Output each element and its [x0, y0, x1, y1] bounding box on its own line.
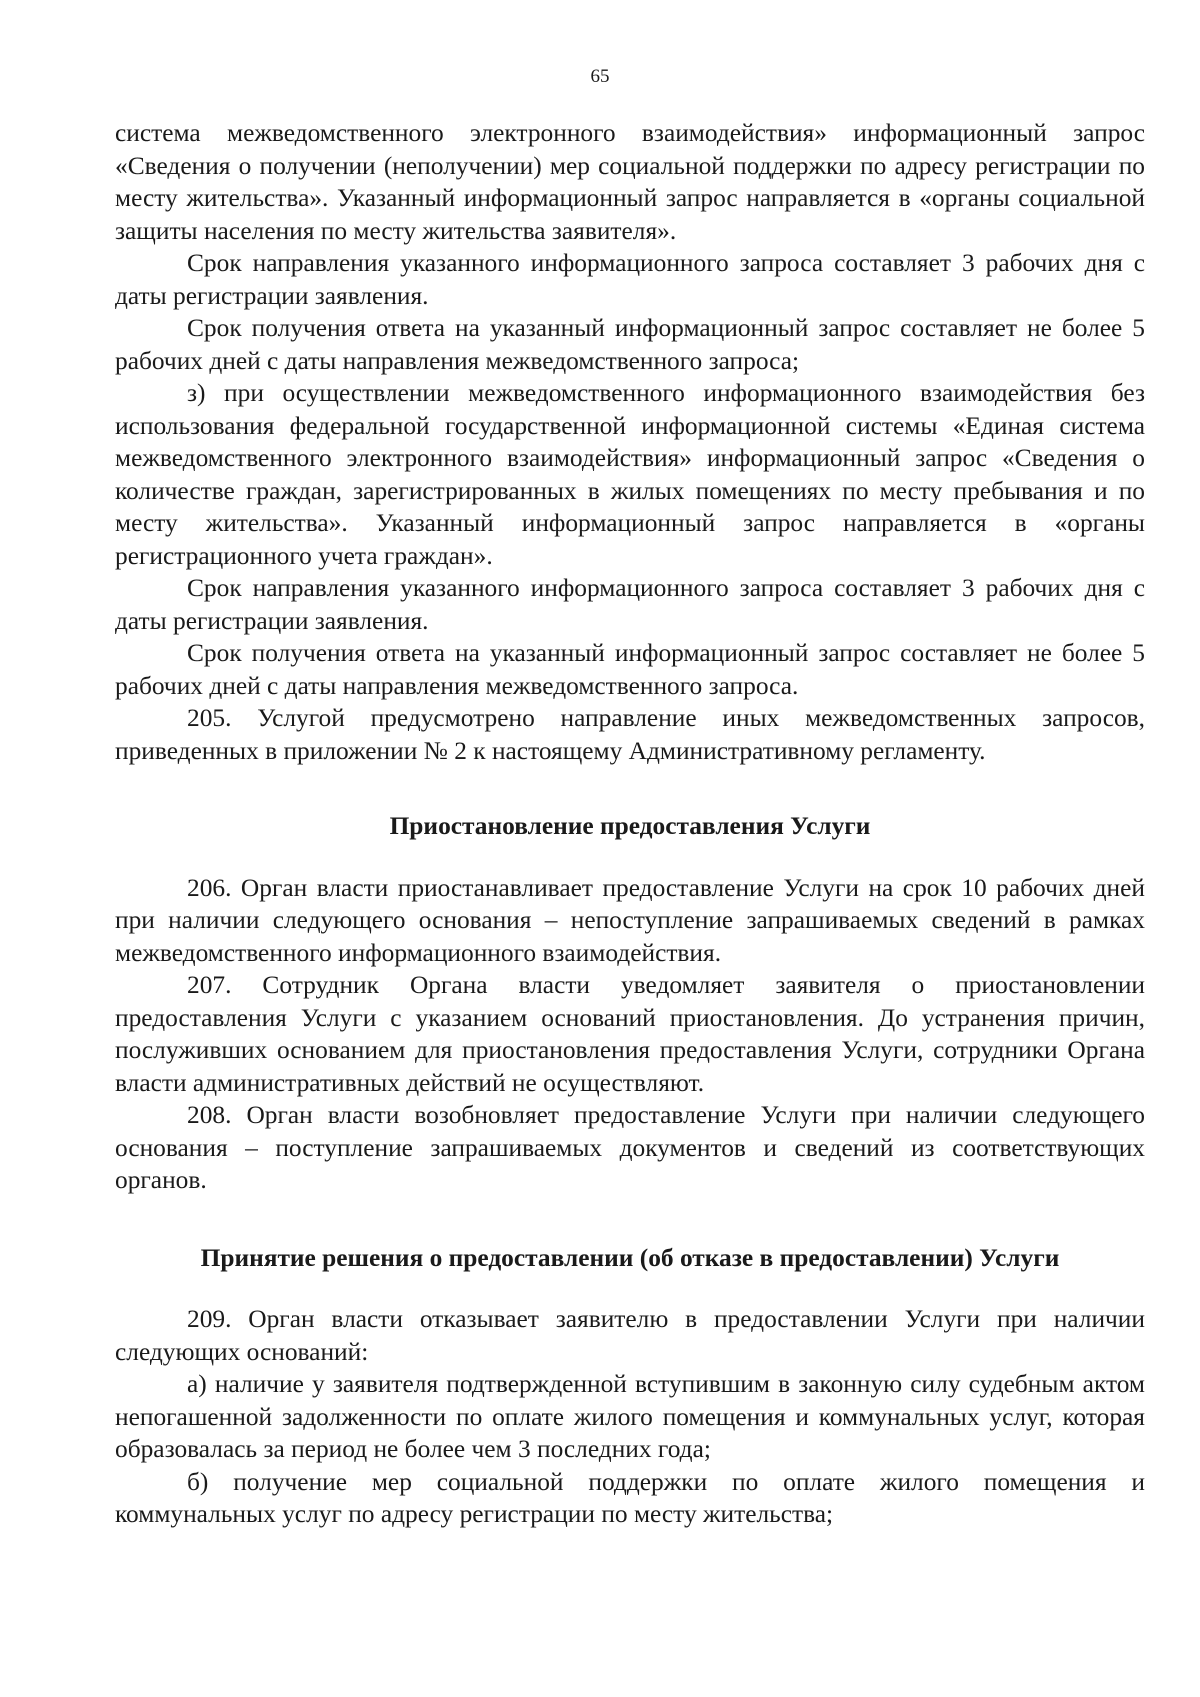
paragraph: Срок получения ответа на указанный информационный запрос составляет не более 5 рабочих дней с даты направления межведомственного запроса. [115, 639, 1145, 700]
paragraph: б) получение мер социальной поддержки по оплате жилого помещения и коммунальных услуг по адресу регистрации по месту жительства; [115, 1467, 1145, 1528]
paragraph: з) при осуществлении межведомственного информационного взаимодействия без использования федеральной государственной информационной системы «Единая система межведомственного электронного взаимодействия» информационный запрос «Сведения о количестве граждан, зарегистрированных в жилых помещениях по месту пребывания и по месту жительства». Указанный информационный запрос направляется в «органы регистрационного учета граждан». [115, 379, 1145, 570]
paragraph: 208. Орган власти возобновляет предоставление Услуги при наличии следующего основания – поступление запрашиваемых документов и сведений из соответствующих органов. [115, 1101, 1145, 1194]
paragraph: Срок направления указанного информационного запроса составляет 3 рабочих дня с даты регистрации заявления. [115, 574, 1145, 635]
paragraph-continuation: система межведомственного электронного взаимодействия» информационный запрос «Сведения о получении (неполучении) мер социальной поддержки по адресу регистрации по месту жительства». Указанный информационный запрос направляется в «органы социальной защиты населения по месту жительства заявителя». [115, 119, 1145, 245]
paragraph: Срок направления указанного информационного запроса составляет 3 рабочих дня с даты регистрации заявления. [115, 249, 1145, 310]
section-heading-decision: Принятие решения о предоставлении (об отказе в предоставлении) Услуги [200, 1243, 1060, 1272]
paragraph: 209. Орган власти отказывает заявителю в предоставлении Услуги при наличии следующих оснований: [115, 1305, 1145, 1366]
paragraph: 207. Сотрудник Органа власти уведомляет заявителя о приостановлении предоставления Услуги с указанием оснований приостановления. До устранения причин, послуживших основанием для приостановления предоставления Услуги, сотрудники Органа власти административных действий не осуществляют. [115, 971, 1145, 1097]
document-body [115, 117, 1145, 1531]
paragraph: 206. Орган власти приостанавливает предоставление Услуги на срок 10 рабочих дней при наличии следующего основания – непоступление запрашиваемых сведений в рамках межведомственного информационного взаимодействия. [115, 873, 1145, 967]
page-number: 65 [590, 66, 610, 87]
paragraph: Срок получения ответа на указанный информационный запрос составляет не более 5 рабочих дней с даты направления межведомственного запроса; [115, 314, 1145, 375]
paragraph: 205. Услугой предусмотрено направление иных межведомственных запросов, приведенных в приложении № 2 к настоящему Административному регламенту. [115, 704, 1145, 765]
section-heading-suspension: Приостановление предоставления Услуги [389, 812, 871, 840]
paragraph: а) наличие у заявителя подтвержденной вступившим в законную силу судебным актом непогашенной задолженности по оплате жилого помещения и коммунальных услуг, которая образовалась за период не более чем 3 последних года; [115, 1370, 1145, 1463]
